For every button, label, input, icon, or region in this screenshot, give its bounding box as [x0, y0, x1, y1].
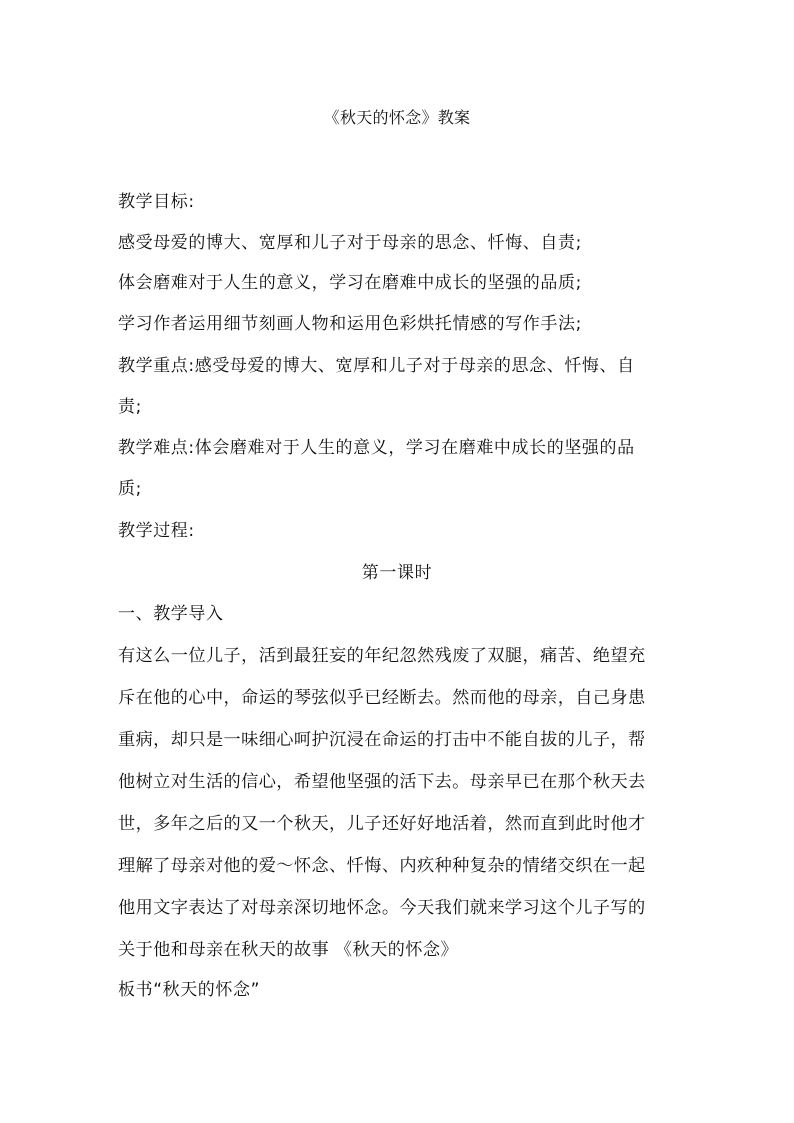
- intro-line-4: 他树立对生活的信心，希望他坚强的活下去。母亲早已在那个秋天去: [118, 772, 646, 792]
- goal-item-1: 感受母爱的博大、宽厚和儿子对于母亲的思念、忏悔、自责;: [118, 233, 582, 253]
- intro-line-8: 关于他和母亲在秋天的故事 《秋天的怀念》: [118, 940, 459, 960]
- page-title: 《秋天的怀念》教案: [323, 108, 471, 127]
- section-heading: 一、教学导入: [118, 604, 224, 624]
- process-heading: 教学过程:: [118, 521, 195, 541]
- goals-heading: 教学目标:: [118, 192, 195, 212]
- intro-line-1: 有这么一位儿子，活到最狂妄的年纪忽然残废了双腿，痛苦、绝望充: [118, 646, 646, 666]
- key-point-line-2: 责;: [118, 397, 142, 417]
- difficulty-line-1: 教学难点:体会磨难对于人生的意义，学习在磨难中成长的坚强的品: [118, 438, 635, 458]
- intro-line-6: 理解了母亲对他的爱～怀念、忏悔、内疚种种复杂的情绪交织在一起: [118, 856, 646, 876]
- intro-line-3: 重病，却只是一味细心呵护沉浸在命运的打击中不能自拔的儿子，帮: [118, 730, 646, 750]
- goal-item-3: 学习作者运用细节刻画人物和运用色彩烘托情感的写作手法;: [118, 314, 582, 334]
- intro-line-5: 世，多年之后的又一个秋天，儿子还好好地活着，然而直到此时他才: [118, 814, 646, 834]
- board-note: 板书“秋天的怀念”: [118, 980, 261, 1000]
- key-point-line-1: 教学重点:感受母爱的博大、宽厚和儿子对于母亲的思念、忏悔、自: [118, 356, 635, 376]
- intro-line-7: 他用文字表达了对母亲深切地怀念。今天我们就来学习这个儿子写的: [118, 898, 646, 918]
- goal-item-2: 体会磨难对于人生的意义，学习在磨难中成长的坚强的品质;: [118, 273, 582, 293]
- lesson-heading: 第一课时: [361, 563, 433, 583]
- intro-line-2: 斥在他的心中，命运的琴弦似乎已经断去。然而他的母亲，自己身患: [118, 688, 646, 708]
- difficulty-line-2: 质;: [118, 479, 142, 499]
